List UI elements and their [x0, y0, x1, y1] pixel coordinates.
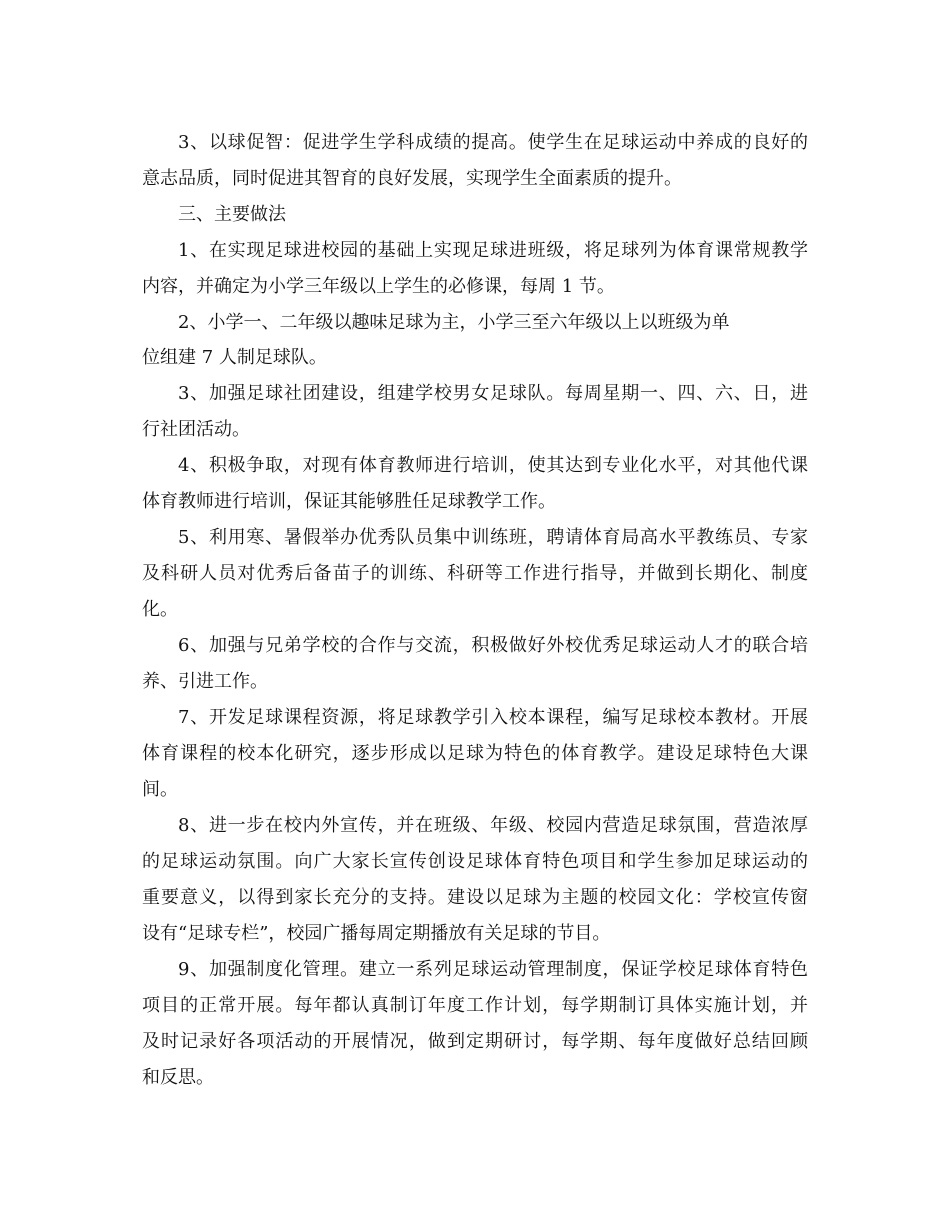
- section-heading: 三、主要做法: [178, 204, 286, 225]
- paragraph-line: 3、加强足球社团建设，组建学校男女足球队。每周星期一、四、六、日，进: [178, 383, 808, 404]
- paragraph-line: 8、进一步在校内外宣传，并在班级、年级、校园内营造足球氛围，营造浓厚: [178, 815, 808, 836]
- paragraph-line: 及科研人员对优秀后备苗子的训练、科研等工作进行指导，并做到长期化、制度: [142, 563, 808, 584]
- paragraph-line: 重要意义，以得到家长充分的支持。建设以足球为主题的校园文化：学校宣传窗: [142, 887, 808, 908]
- paragraph-line: 9、加强制度化管理。建立一系列足球运动管理制度，保证学校足球体育特色: [178, 959, 808, 980]
- paragraph-line: 养、引进工作。: [142, 671, 268, 692]
- paragraph-line: 及时记录好各项活动的开展情况，做到定期研讨，每学期、每年度做好总结回顾: [142, 1031, 808, 1052]
- paragraph-line: 体育课程的校本化研究，逐步形成以足球为特色的体育教学。建设足球特色大课: [142, 743, 808, 764]
- paragraph-line: 项目的正常开展。每年都认真制订年度工作计划，每学期制订具体实施计划，并: [142, 995, 808, 1016]
- paragraph-line: 2、小学一、二年级以趣味足球为主，小学三至六年级以上以班级为单: [178, 312, 730, 333]
- paragraph-line: 设有“足球专栏”，校园广播每周定期播放有关足球的节目。: [142, 923, 611, 944]
- paragraph-line: 意志品质，同时促进其智育的良好发展，实现学生全面素质的提升。: [142, 168, 682, 189]
- paragraph-line: 内容，并确定为小学三年级以上学生的必修课，每周 1 节。: [142, 276, 615, 297]
- paragraph-line: 1、在实现足球进校园的基础上实现足球进班级，将足球列为体育课常规教学: [178, 240, 808, 261]
- paragraph-line: 6、加强与兄弟学校的合作与交流，积极做好外校优秀足球运动人才的联合培: [178, 635, 808, 656]
- paragraph-line: 3、以球促智：促进学生学科成绩的提高。使学生在足球运动中养成的良好的: [178, 132, 808, 153]
- paragraph-line: 化。: [142, 599, 178, 620]
- paragraph-line: 间。: [142, 779, 178, 800]
- paragraph-line: 的足球运动氛围。向广大家长宣传创设足球体育特色项目和学生参加足球运动的: [142, 851, 808, 872]
- paragraph-line: 7、开发足球课程资源，将足球教学引入校本课程，编写足球校本教材。开展: [178, 707, 808, 728]
- paragraph-line: 体育教师进行培训，保证其能够胜任足球教学工作。: [142, 491, 556, 512]
- paragraph-line: 位组建 7 人制足球队。: [142, 347, 327, 368]
- paragraph-line: 和反思。: [142, 1067, 214, 1088]
- paragraph-line: 行社团活动。: [142, 419, 250, 440]
- paragraph-line: 5、利用寒、暑假举办优秀队员集中训练班，聘请体育局高水平教练员、专家: [178, 527, 808, 548]
- paragraph-line: 4、积极争取，对现有体育教师进行培训，使其达到专业化水平，对其他代课: [178, 455, 808, 476]
